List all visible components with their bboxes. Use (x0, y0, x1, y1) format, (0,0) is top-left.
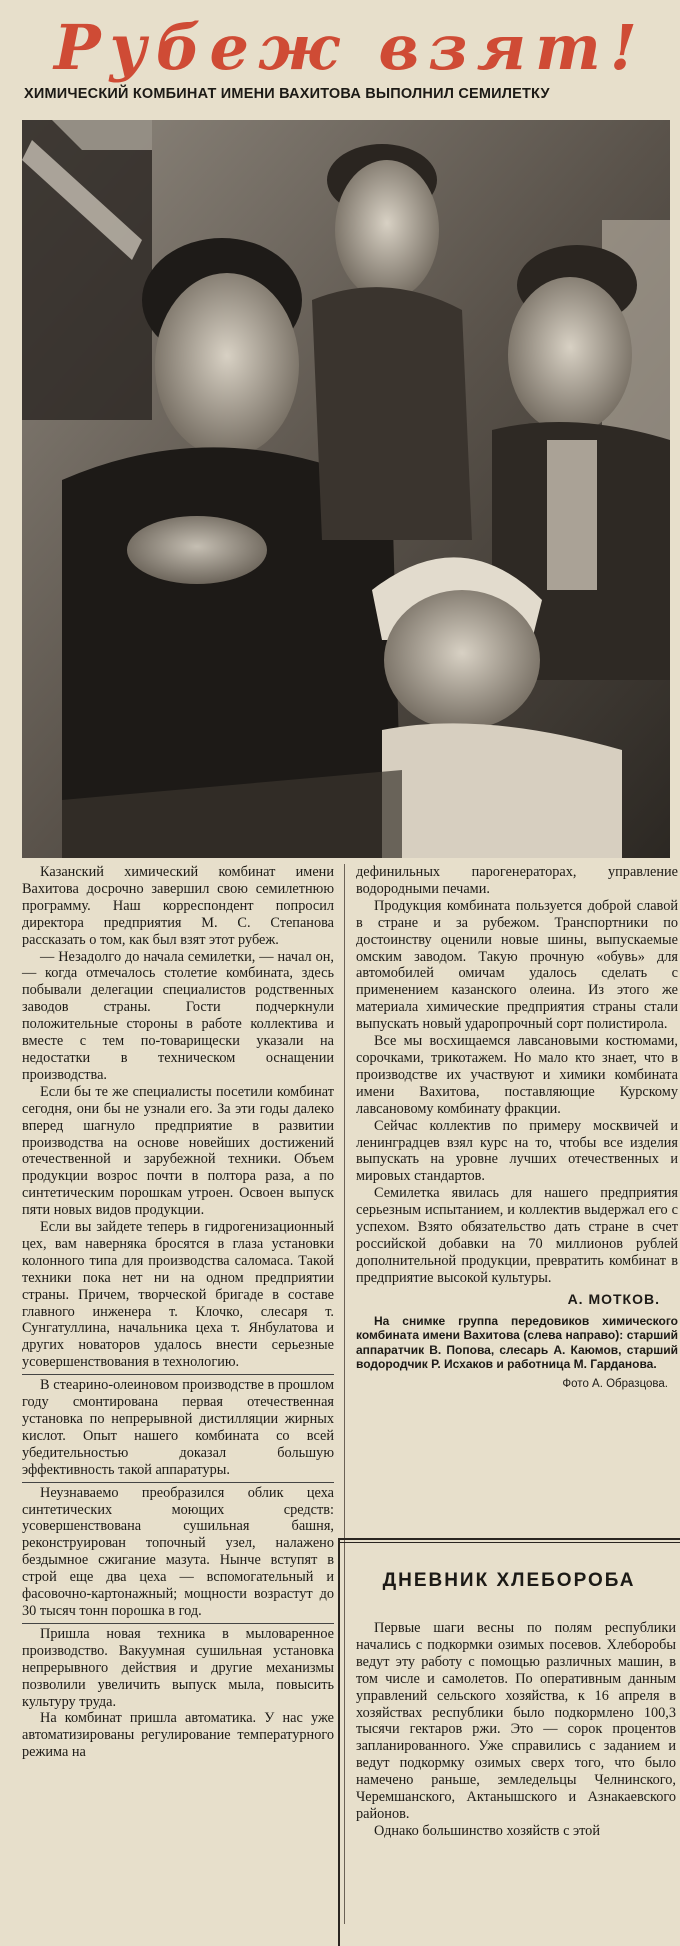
article-paragraph: Продукция комбината пользуется доброй славой в стране и за рубежом. Транспортники по достоинству оценили новые шины, выпускаемые омским заводом. Такую прочную «обувь» для автомобилей омичам удалось сделать с применением казанского олеина. Из этого же материала химические предприятия страны стали выпускать новый ударопрочный сорт полистирола. (356, 897, 678, 1033)
article-paragraph: Пришла новая техника в мыловаренное производство. Вакуумная сушильная установка непрерывного действия и другие механизмы позволили увеличить выпуск мыла, повысить культуру труда. (22, 1625, 334, 1710)
article-column-right (356, 864, 678, 1392)
diary-box-top-rule (338, 1538, 680, 1540)
diary-column (356, 1620, 676, 1840)
subheadline: ХИМИЧЕСКИЙ КОМБИНАТ ИМЕНИ ВАХИТОВА ВЫПОЛНИЛ СЕМИЛЕТКУ (24, 86, 550, 102)
headline: Рубеж взят! (54, 11, 646, 84)
diary-paragraph: Первые шаги весны по полям республики начались с подкормки озимых посевов. Хлеборобы ведут эту работу с помощью различных машин, в том числе и самолетов. По оперативным данным управлений сельского хозяйства, к 16 апреля в хозяйствах республики было подкормлено 100,3 тысячи гектаров ржи. Это — сорок процентов запланированного. Уже справились с заданием и ведут подкормку озимых сверх того, что было намечено раньше, земледельцы Челнинского, Черемшанского, Актанышского и Азнакаевского районов. (356, 1620, 676, 1822)
group-photo-image (22, 120, 670, 858)
paragraph-rule (22, 1482, 334, 1483)
article-paragraph: — Незадолго до начала семилетки, — начал он, — когда отмечалось столетие комбината, здесь побывали делегации специалистов родственных заводов страны. Гости подчеркнули положительные стороны в работе коллектива и вместе с тем по-товарищески указали на недостатки в техническом оснащении производства. (22, 948, 334, 1083)
group-photo (22, 120, 670, 858)
author-signature: А. МОТКОВ. (567, 1290, 660, 1307)
diary-box-top-rule-thin (338, 1542, 680, 1543)
diary-title: ДНЕВНИК ХЛЕБОРОБА (382, 1570, 636, 1591)
article-paragraph: Неузнаваемо преобразился облик цеха синтетических моющих средств: усовершенствована сушильная башня, реконструирован топочный узел, налажено бездымное сжигание мазута. Нынче вступят в строй еще два цеха — вспомогательный и фасовочно-картонажный; мощности возрастут до 30 тысяч тонн порошка в год. (22, 1484, 334, 1619)
paragraph-rule (22, 1623, 334, 1624)
article-paragraph: Казанский химический комбинат имени Вахитова досрочно завершил свою семилетнюю программу. Наш корреспондент попросил директора предприятия М. С. Степанова рассказать о том, как был взят этот рубеж. (22, 864, 334, 948)
article-paragraph: Если вы зайдете теперь в гидрогенизационный цех, вам наверняка бросятся в глаза установки колонного типа для производства саломаса. Такой техники пока нет ни на одном предприятии страны. Причем, творческой бригаде в составе главного инженера т. Клочко, слесаря т. Сунгатуллина, начальника цеха т. Янбулатова и других новаторов удалось внести серьезные усовершенствования в технологию. (22, 1219, 334, 1371)
paragraph-rule (22, 1374, 334, 1375)
diary-box-left-rule (338, 1538, 340, 1946)
article-paragraph: Сейчас коллектив по примеру москвичей и ленинградцев взял курс на то, чтобы все изделия выпускать на уровне лучших отечественных и мировых стандартов. (356, 1117, 678, 1185)
article-paragraph: Семилетка явилась для нашего предприятия серьезным испытанием, и коллектив выдержал его с успехом. Взято обязательство дать стране в счет российской добавки на 70 миллионов рублей дополнительной продукции, превратить комбинат в предприятие высокой культуры. (356, 1185, 678, 1286)
article-paragraph: дефинильных парогенераторах, управление водородными печами. (356, 864, 678, 897)
photo-credit: Фото А. Образцова. (562, 1377, 668, 1390)
article-paragraph: На комбинат пришла автоматика. У нас уже автоматизированы регулирование температурного режима на (22, 1710, 334, 1761)
article-paragraph: В стеарино-олеиновом производстве в прошлом году смонтирована первая отечественная установка по непрерывной дистилляции жирных кислот. Опыт нашего комбината со всей убедительностью доказал большую эффективность такой аппаратуры. (22, 1377, 334, 1478)
diary-paragraph: Однако большинство хозяйств с этой (374, 1822, 600, 1839)
photo-caption: На снимке группа передовиков химического комбината имени Вахитова (слева направо): старший аппаратчик В. Попова, слесарь А. Каюмов, старший водородчик Р. Исхаков и работница М. Гарданова. (356, 1313, 678, 1372)
column-divider (344, 864, 345, 1924)
article-paragraph: Все мы восхищаемся лавсановыми костюмами, сорочками, трикотажем. Но мало кто знает, что в производстве их участвуют и химики комбината имени Вахитова, поставляющие Курскому лавсановому комбинату фракции. (356, 1033, 678, 1117)
article-column-left (22, 864, 334, 1761)
article-paragraph: Если бы те же специалисты посетили комбинат сегодня, они бы не узнали его. За эти годы далеко вперед шагнуло предприятие в развитии производства на основе новейших достижений отечественной и зарубежной техники. Объем продукции возрос почти в полтора раза, а по синтетическим порошкам утроен. Освоен выпуск пяти новых видов продукции. (22, 1083, 334, 1219)
